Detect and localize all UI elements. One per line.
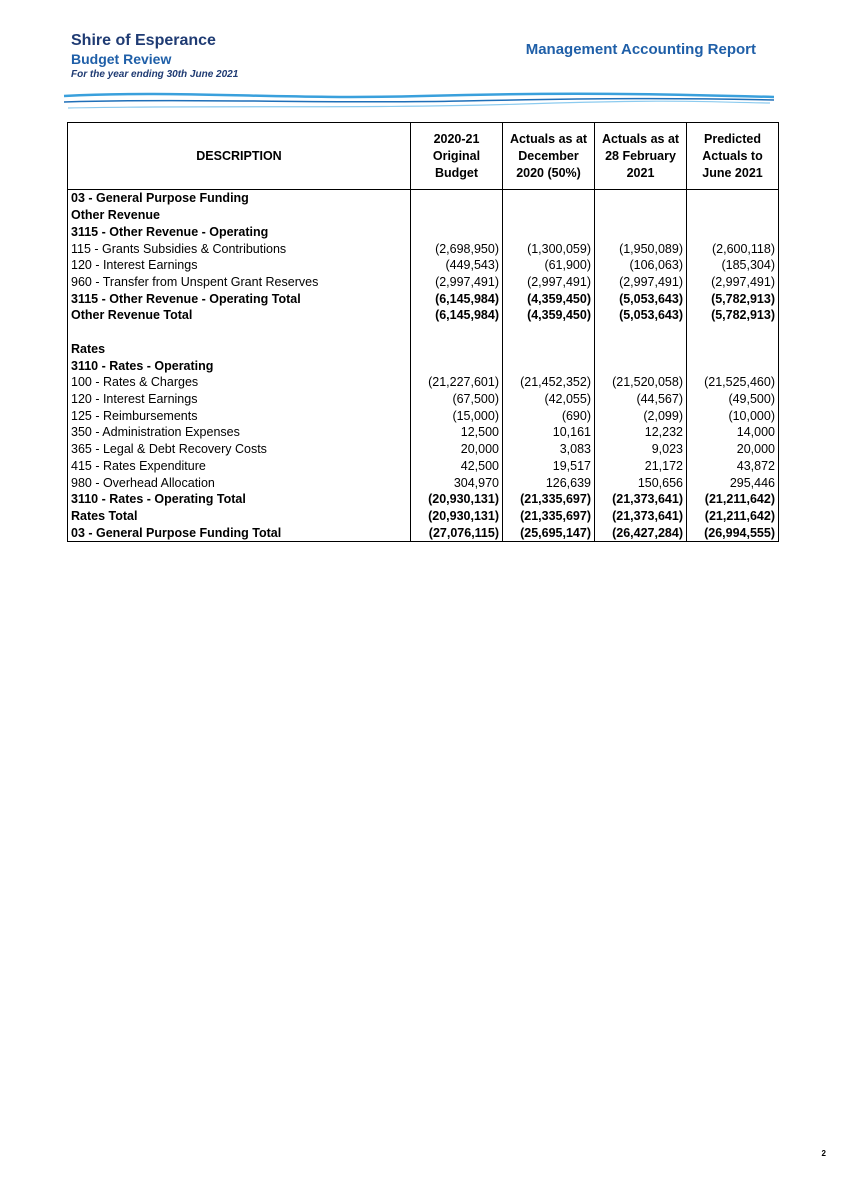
row-value — [503, 223, 595, 240]
row-value: (25,695,147) — [503, 524, 595, 541]
row-value — [595, 324, 687, 341]
table-row — [68, 190, 779, 207]
row-value — [687, 340, 779, 357]
table-row — [68, 340, 779, 357]
table-row — [68, 257, 779, 274]
row-value: (42,055) — [503, 391, 595, 408]
row-value — [595, 207, 687, 224]
row-value: 295,446 — [687, 474, 779, 491]
row-description: 100 - Rates & Charges — [68, 374, 411, 391]
row-value: (2,997,491) — [411, 274, 503, 291]
row-value — [503, 340, 595, 357]
report-subtitle: Budget Review — [71, 51, 172, 67]
row-description: 350 - Administration Expenses — [68, 424, 411, 441]
row-value: 19,517 — [503, 458, 595, 475]
row-description: Rates — [68, 340, 411, 357]
row-value: (2,997,491) — [503, 274, 595, 291]
row-value: (10,000) — [687, 407, 779, 424]
row-value — [595, 340, 687, 357]
row-value: (21,373,641) — [595, 491, 687, 508]
row-value: 43,872 — [687, 458, 779, 475]
row-value: 12,500 — [411, 424, 503, 441]
row-value: (2,600,118) — [687, 240, 779, 257]
column-header-description: DESCRIPTION — [68, 123, 411, 190]
table-row — [68, 474, 779, 491]
row-value: (21,335,697) — [503, 491, 595, 508]
row-value: (20,930,131) — [411, 508, 503, 525]
row-value: 21,172 — [595, 458, 687, 475]
row-description: 960 - Transfer from Unspent Grant Reserves — [68, 274, 411, 291]
table-row — [68, 274, 779, 291]
row-value: 9,023 — [595, 441, 687, 458]
table-row — [68, 524, 779, 541]
row-value: (2,698,950) — [411, 240, 503, 257]
row-value: (21,520,058) — [595, 374, 687, 391]
row-value — [687, 190, 779, 207]
row-value — [595, 357, 687, 374]
row-value: 3,083 — [503, 441, 595, 458]
row-description: Other Revenue — [68, 207, 411, 224]
row-description: Rates Total — [68, 508, 411, 525]
table-row — [68, 491, 779, 508]
row-description: 03 - General Purpose Funding — [68, 190, 411, 207]
row-description: 3115 - Other Revenue - Operating — [68, 223, 411, 240]
row-value: (27,076,115) — [411, 524, 503, 541]
row-description: 3110 - Rates - Operating Total — [68, 491, 411, 508]
table-row — [68, 290, 779, 307]
row-value: (26,994,555) — [687, 524, 779, 541]
row-value: (5,053,643) — [595, 290, 687, 307]
report-period: For the year ending 30th June 2021 — [71, 69, 239, 80]
column-header-actuals-december: Actuals as at December 2020 (50%) — [503, 123, 595, 190]
row-value: (6,145,984) — [411, 290, 503, 307]
row-value: 126,639 — [503, 474, 595, 491]
row-value — [687, 223, 779, 240]
row-description: 120 - Interest Earnings — [68, 257, 411, 274]
row-value: 20,000 — [411, 441, 503, 458]
row-value: 304,970 — [411, 474, 503, 491]
row-value — [411, 207, 503, 224]
row-description: 415 - Rates Expenditure — [68, 458, 411, 475]
row-value: (21,211,642) — [687, 491, 779, 508]
row-value: (1,950,089) — [595, 240, 687, 257]
row-value: (185,304) — [687, 257, 779, 274]
table-header-row — [68, 123, 779, 190]
table-row — [68, 458, 779, 475]
table-row — [68, 207, 779, 224]
row-description: 125 - Reimbursements — [68, 407, 411, 424]
row-value: 150,656 — [595, 474, 687, 491]
row-value: (690) — [503, 407, 595, 424]
organization-name: Shire of Esperance — [71, 32, 216, 49]
table-row — [68, 357, 779, 374]
column-header-predicted-actuals: Predicted Actuals to June 2021 — [687, 123, 779, 190]
row-value — [503, 190, 595, 207]
row-value — [503, 357, 595, 374]
table-row — [68, 240, 779, 257]
row-value: (5,782,913) — [687, 290, 779, 307]
row-value — [503, 207, 595, 224]
row-value: 20,000 — [687, 441, 779, 458]
row-value: (449,543) — [411, 257, 503, 274]
row-value: (2,997,491) — [687, 274, 779, 291]
row-description: 3115 - Other Revenue - Operating Total — [68, 290, 411, 307]
report-title: Management Accounting Report — [525, 41, 756, 58]
row-description: Other Revenue Total — [68, 307, 411, 324]
row-value: (1,300,059) — [503, 240, 595, 257]
table-row — [68, 324, 779, 341]
table-row — [68, 223, 779, 240]
row-value: (26,427,284) — [595, 524, 687, 541]
row-value: 12,232 — [595, 424, 687, 441]
table-row — [68, 407, 779, 424]
row-value: 10,161 — [503, 424, 595, 441]
header-wave-decoration — [62, 88, 778, 114]
row-value — [687, 357, 779, 374]
row-value — [411, 340, 503, 357]
row-value: (49,500) — [687, 391, 779, 408]
row-value: (2,099) — [595, 407, 687, 424]
row-value: (21,211,642) — [687, 508, 779, 525]
row-value: (61,900) — [503, 257, 595, 274]
row-value: (4,359,450) — [503, 290, 595, 307]
table-row — [68, 508, 779, 525]
report-header — [71, 31, 238, 82]
row-value: (21,335,697) — [503, 508, 595, 525]
row-value: (2,997,491) — [595, 274, 687, 291]
row-value — [411, 190, 503, 207]
row-value — [411, 357, 503, 374]
table-row — [68, 424, 779, 441]
row-value: (106,063) — [595, 257, 687, 274]
table-row — [68, 307, 779, 324]
row-value: (15,000) — [411, 407, 503, 424]
row-description: 115 - Grants Subsidies & Contributions — [68, 240, 411, 257]
row-value — [595, 223, 687, 240]
row-description: 365 - Legal & Debt Recovery Costs — [68, 441, 411, 458]
row-value — [411, 324, 503, 341]
row-description: 980 - Overhead Allocation — [68, 474, 411, 491]
table-row — [68, 374, 779, 391]
row-value — [687, 207, 779, 224]
row-value — [503, 324, 595, 341]
row-value: (21,452,352) — [503, 374, 595, 391]
row-description: 120 - Interest Earnings — [68, 391, 411, 408]
row-value: (21,373,641) — [595, 508, 687, 525]
row-value: (5,782,913) — [687, 307, 779, 324]
row-value: (44,567) — [595, 391, 687, 408]
row-value: (67,500) — [411, 391, 503, 408]
row-value: 14,000 — [687, 424, 779, 441]
row-value — [687, 324, 779, 341]
budget-review-table — [67, 122, 779, 542]
column-header-actuals-february: Actuals as at 28 February 2021 — [595, 123, 687, 190]
row-value: 42,500 — [411, 458, 503, 475]
row-description — [68, 324, 411, 341]
row-value: (5,053,643) — [595, 307, 687, 324]
row-value: (4,359,450) — [503, 307, 595, 324]
row-description: 3110 - Rates - Operating — [68, 357, 411, 374]
row-description: 03 - General Purpose Funding Total — [68, 524, 411, 541]
column-header-original-budget: 2020-21 Original Budget — [411, 123, 503, 190]
table-row — [68, 391, 779, 408]
page-number: 2 — [821, 1149, 826, 1158]
row-value: (20,930,131) — [411, 491, 503, 508]
row-value: (21,227,601) — [411, 374, 503, 391]
row-value: (21,525,460) — [687, 374, 779, 391]
table-row — [68, 441, 779, 458]
row-value — [595, 190, 687, 207]
row-value — [411, 223, 503, 240]
row-value: (6,145,984) — [411, 307, 503, 324]
